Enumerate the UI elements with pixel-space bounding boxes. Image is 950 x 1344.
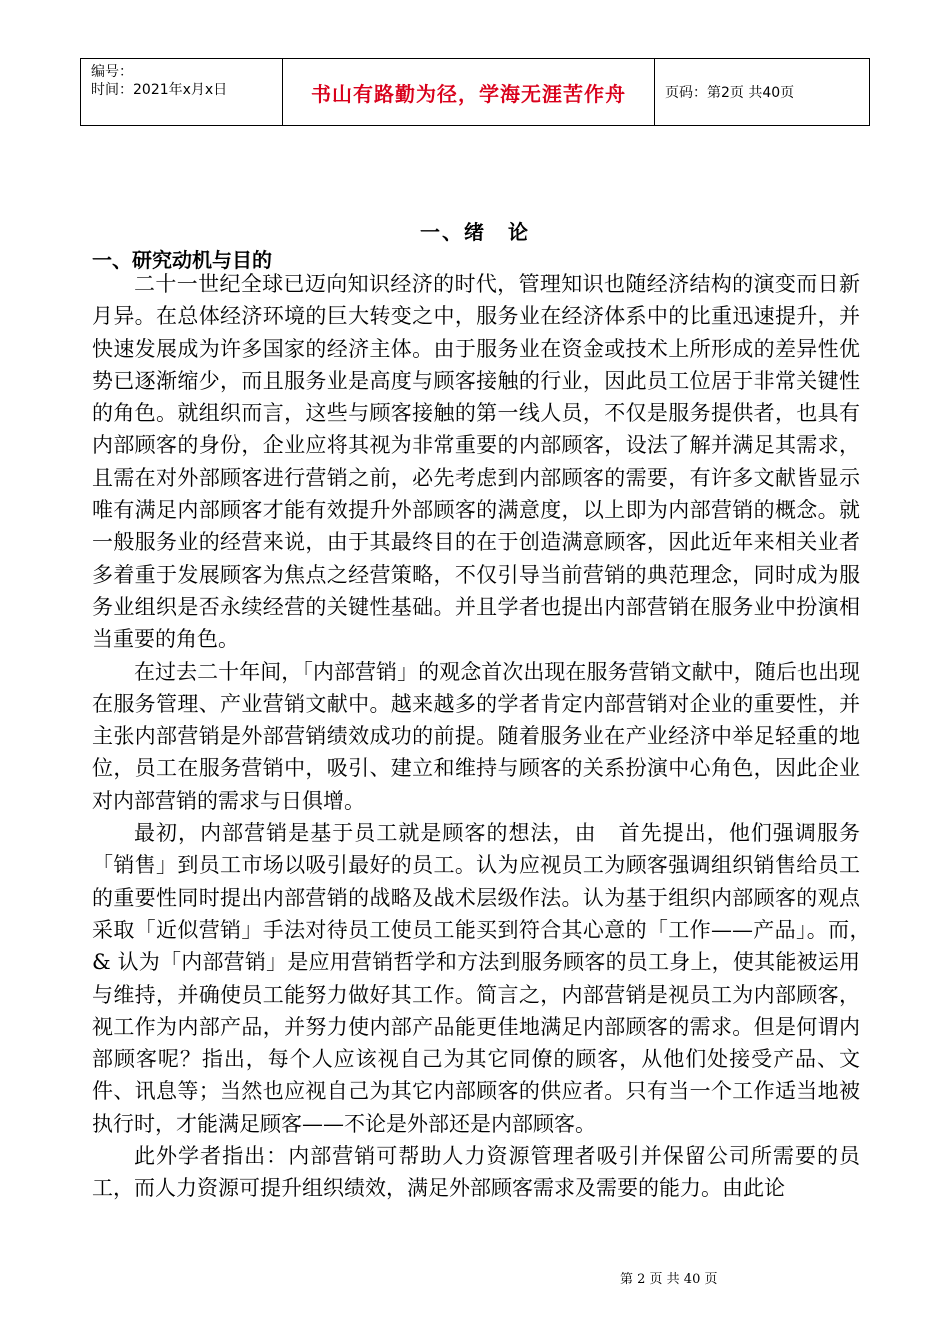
header-meta-cell: [81, 59, 283, 125]
document-number-label: 编号：: [91, 64, 133, 80]
header-page-info: 页码：第2页 共40页: [665, 85, 795, 101]
page-header-table: [80, 58, 870, 126]
paragraph: 二十一世纪全球已迈向知识经济的时代，管理知识也随经济结构的演变而日新月异。在总体经济环境的巨大转变之中，服务业在经济体系中的比重迅速提升，并快速发展成为许多国家的经济主体。由于服务业在资金或技术上所形成的差异性优势已逐渐缩少，而且服务业是高度与顾客接触的行业，因此员工位居于非常关键性的角色。就组织而言，这些与顾客接触的第一线人员，不仅是服务提供者，也具有内部顾客的身份，企业应将其视为非常重要的内部顾客，设法了解并满足其需求，且需在对外部顾客进行营销之前，必先考虑到内部顾客的需要，有许多文献皆显示唯有满足内部顾客才能有效提升外部顾客的满意度，以上即为内部营销的概念。就一般服务业的经营来说，由于其最终目的在于创造满意顾客，因此近年来相关业者多着重于发展顾客为焦点之经营策略，不仅引导当前营销的典范理念，同时成为服务业组织是否永续经营的关键性基础。并且学者也提出内部营销在服务业中扮演相当重要的角色。: [92, 272, 860, 652]
paragraph: 最初，内部营销是基于员工就是顾客的想法，由 首先提出，他们强调服务「销售」到员工市场以吸引最好的员工。认为应视员工为顾客强调组织销售给员工的重要性同时提出内部营销的战略及战术层级作法。认为基于组织内部顾客的观点采取「近似营销」手法对待员工使员工能买到符合其心意的「工作——产品」。而， & 认为「内部营销」是应用营销哲学和方法到服务顾客的员工身上，使其能被运用与维持，并确使员工能努力做好其工作。简言之，内部营销是视员工为内部顾客，视工作为内部产品，并努力使内部产品能更佳地满足内部顾客的需求。但是何谓内部顾客呢？指出，每个人应该视自己为其它同僚的顾客，从他们处接受产品、文件、讯息等；当然也应视自己为其它内部顾客的供应者。只有当一个工作适当地被执行时，才能满足顾客——不论是外部还是内部顾客。: [92, 821, 881, 1136]
chapter-title: 一、绪 论: [420, 220, 530, 244]
header-motto: 书山有路勤为径，学海无涯苦作舟: [311, 81, 626, 106]
section-title: 一、研究动机与目的: [92, 248, 272, 272]
header-motto-cell: [283, 59, 655, 125]
body-text: [92, 268, 881, 1205]
paragraph: 此外学者指出：内部营销可帮助人力资源管理者吸引并保留公司所需要的员工，而人力资源可提升组织绩效，满足外部顾客需求及需要的能力。由此论: [92, 1144, 860, 1201]
page-footer: 第 2 页 共 40 页: [620, 1272, 718, 1287]
paragraph: 在过去二十年间，「内部营销」的观念首次出现在服务营销文献中，随后也出现在服务管理、产业营销文献中。越来越多的学者肯定内部营销对企业的重要性，并主张内部营销是外部营销绩效成功的前提。随着服务业在产业经济中举足轻重的地位，员工在服务营销中，吸引、建立和维持与顾客的关系扮演中心角色，因此企业对内部营销的需求与日俱增。: [92, 659, 860, 813]
header-page-cell: [655, 59, 869, 125]
document-time-label: 时间：2021年x月x日: [91, 82, 228, 98]
